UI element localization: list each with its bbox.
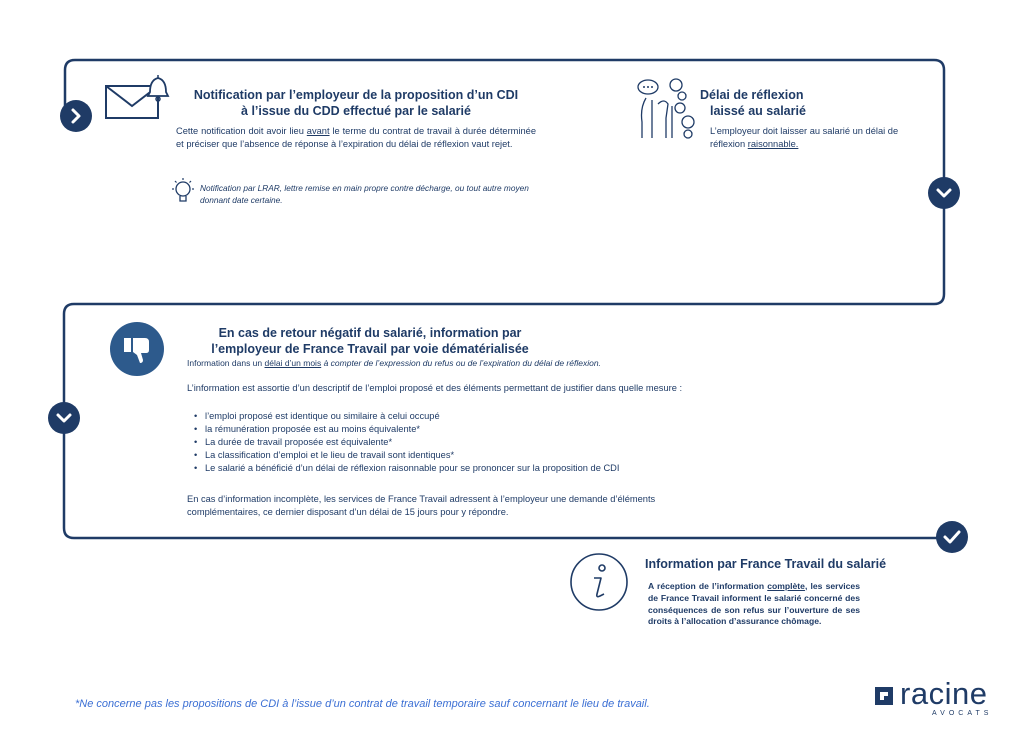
step1-tip: Notification par LRAR, lettre remise en main propre contre décharge, ou tout autre moyen donnant date certaine. <box>200 183 529 205</box>
list-item: • La classification d’emploi et le lieu de travail sont identiques* <box>205 449 765 462</box>
step3-title: En cas de retour négatif du salarié, information par l’employeur de France Travail par voie dématérialisée <box>211 326 529 356</box>
footnote: *Ne concerne pas les propositions de CDI à l’issue d’un contrat de travail temporaire sauf concernant le lieu de travail. <box>75 698 650 710</box>
step4-check-icon <box>936 521 968 553</box>
step1-chevron-right-icon <box>60 100 92 132</box>
logo-text: racine <box>900 676 988 711</box>
list-item: • l’emploi proposé est identique ou similaire à celui occupé <box>205 410 765 423</box>
step2-text: L’employeur doit laisser au salarié un délai de réflexion raisonnable. <box>710 126 899 149</box>
thinking-people-icon <box>636 78 700 140</box>
step3-incomplete: En cas d’information incomplète, les services de France Travail adressent à l’employeur une demande d’éléments complémentaires, ce dernier disposant d’un délai de 15 jours pour y répondre. <box>187 494 656 517</box>
step3-chevron-down-icon <box>48 402 80 434</box>
list-item: • Le salarié a bénéficié d’un délai de réflexion raisonnable pour se prononcer sur la proposition de CDI <box>205 462 765 475</box>
logo-mark-icon <box>874 686 894 706</box>
thumbs-down-icon <box>110 322 164 376</box>
list-item: • la rémunération proposée est au moins équivalente* <box>205 423 765 436</box>
step3-delay: Information dans un délai d’un mois à compter de l’expression du refus ou de l’expiration du délai de réflexion. <box>187 358 601 368</box>
list-item: • La durée de travail proposée est équivalente* <box>205 436 765 449</box>
racine-logo <box>874 676 1014 722</box>
step2-chevron-down-icon <box>928 177 960 209</box>
step3-intro: L’information est assortie d’un descriptif de l’emploi proposé et des éléments permettant de justifier dans quelle mesure : <box>187 383 683 393</box>
step1-title: Notification par l’employeur de la proposition d’un CDI à l’issue du CDD effectué par le salarié <box>193 88 519 118</box>
envelope-bell-icon <box>104 74 174 122</box>
step1-text: Cette notification doit avoir lieu avant le terme du contrat de travail à durée déterminée et préciser que l’absence de réponse à l’expiration du délai de réflexion vaut rejet. <box>176 126 536 149</box>
step4-title: Information par France Travail du salarié <box>645 557 887 571</box>
logo-subtitle: AVOCATS <box>932 710 993 717</box>
step3-criteria-list <box>187 410 765 475</box>
lightbulb-icon <box>168 177 198 207</box>
step2-title: Délai de réflexion laissé au salarié <box>700 88 806 118</box>
step4-text: A réception de l’information complète, les services de France Travail informent le salarié concerné des conséquences de son refus sur l’ouverture de ses droits à l’allocation d’assurance chômage. <box>648 581 860 627</box>
info-icon <box>568 551 630 613</box>
